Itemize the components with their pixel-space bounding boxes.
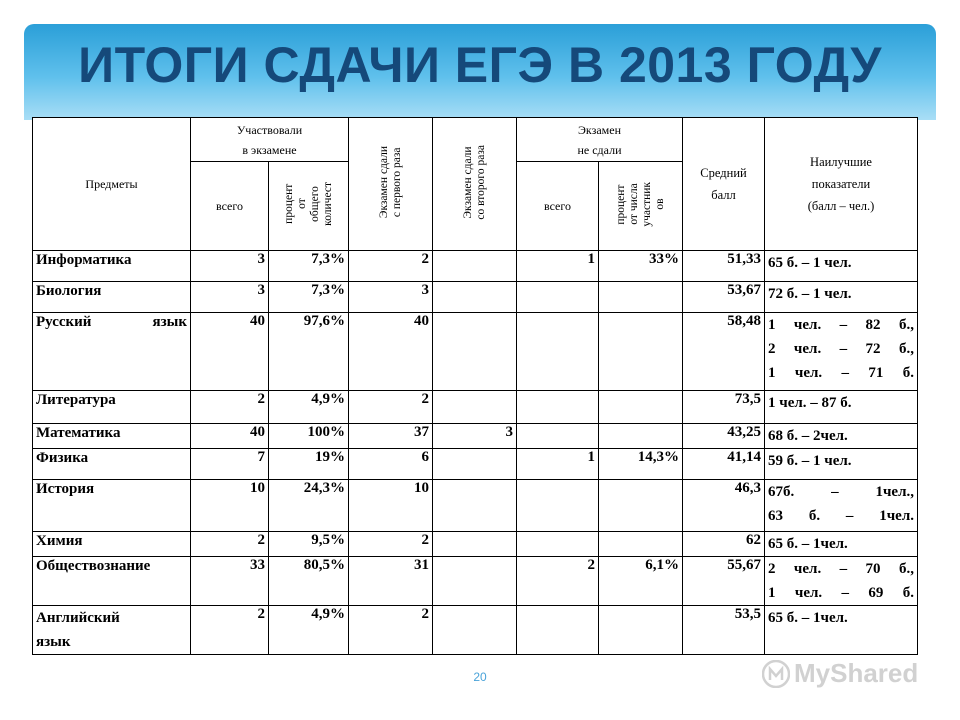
table-row [33,313,918,391]
best-line: 65 б. – 1 чел. [768,255,852,271]
cell-failed-total [517,480,599,532]
cell-subject: Биология [33,282,191,313]
cell-failed-percent: 14,3% [599,449,683,480]
cell-failed-total [517,606,599,655]
header-participated: Участвовали в экзамене [191,118,349,162]
watermark-logo-icon [762,660,790,688]
cell-failed-percent: 6,1% [599,557,683,606]
cell-subject: Обществознание [33,557,191,606]
cell-failed-total [517,424,599,449]
cell-average: 58,48 [683,313,765,391]
table-row [33,424,918,449]
cell-failed-percent: 33% [599,251,683,282]
cell-best [765,532,918,557]
slide-title: ИТОГИ СДАЧИ ЕГЭ В 2013 ГОДУ [78,37,882,93]
cell-passed-second [433,532,517,557]
best-line: 63 б. – 1чел. [768,508,914,524]
cell-percent: 80,5% [269,557,349,606]
cell-average: 53,67 [683,282,765,313]
cell-average: 62 [683,532,765,557]
cell-subject: Математика [33,424,191,449]
cell-total: 3 [191,251,269,282]
cell-percent: 7,3% [269,282,349,313]
cell-total: 7 [191,449,269,480]
table-row [33,282,918,313]
cell-passed-second [433,480,517,532]
cell-percent: 97,6% [269,313,349,391]
cell-failed-total [517,313,599,391]
cell-subject: Физика [33,449,191,480]
cell-best [765,313,918,391]
cell-average: 73,5 [683,391,765,424]
cell-best [765,282,918,313]
cell-passed-second [433,391,517,424]
cell-percent: 24,3% [269,480,349,532]
cell-passed-first: 2 [349,606,433,655]
best-line: 67б. – 1чел., [768,484,914,500]
cell-total: 2 [191,532,269,557]
cell-failed-percent [599,282,683,313]
cell-subject: История [33,480,191,532]
best-line: 2 чел. – 72 б., [768,341,914,357]
cell-percent: 7,3% [269,251,349,282]
header-participated-percent [269,162,349,251]
cell-best [765,449,918,480]
cell-total: 2 [191,606,269,655]
cell-average: 46,3 [683,480,765,532]
cell-subject: Информатика [33,251,191,282]
cell-best [765,251,918,282]
table-row [33,391,918,424]
results-table [32,117,918,655]
best-line: 65 б. – 1чел. [768,610,848,626]
cell-passed-first: 3 [349,282,433,313]
cell-failed-percent [599,424,683,449]
cell-total: 2 [191,391,269,424]
cell-total: 3 [191,282,269,313]
cell-subject: Литература [33,391,191,424]
cell-percent: 9,5% [269,532,349,557]
watermark-text: MyShared [794,658,919,688]
header-participated-total: всего [191,162,269,251]
best-line: 65 б. – 1чел. [768,536,848,552]
cell-failed-total [517,282,599,313]
header-passed-first [349,118,433,251]
table-row [33,480,918,532]
table-row [33,532,918,557]
cell-passed-first: 2 [349,391,433,424]
best-line: 1 чел. – 87 б. [768,395,852,411]
cell-total: 40 [191,424,269,449]
header-participated-percent-text: процент от общего количест [282,182,334,226]
cell-best [765,606,918,655]
best-line: 1 чел. – 82 б., [768,317,914,333]
best-line: 1 чел. – 69 б. [768,585,914,601]
cell-average: 53,5 [683,606,765,655]
best-line: 2 чел. – 70 б., [768,561,914,577]
header-subjects: Предметы [33,118,191,251]
cell-failed-total: 1 [517,251,599,282]
cell-passed-second [433,557,517,606]
cell-passed-first: 31 [349,557,433,606]
cell-subject: Русский язык [33,313,191,391]
cell-best [765,424,918,449]
header-failed: Экзамен не сдали [517,118,683,162]
cell-percent: 4,9% [269,391,349,424]
cell-failed-total: 2 [517,557,599,606]
cell-average: 43,25 [683,424,765,449]
table-body [33,251,918,655]
cell-percent: 4,9% [269,606,349,655]
header-failed-percent-text: процент от числа участник ов [614,181,666,227]
table-row [33,251,918,282]
cell-total: 40 [191,313,269,391]
header-passed-first-text: Экзамен сдали с первого раза [377,145,403,219]
best-line: 72 б. – 1 чел. [768,286,852,302]
cell-passed-second [433,282,517,313]
page-number: 20 [473,670,487,684]
cell-average: 51,33 [683,251,765,282]
cell-best [765,391,918,424]
cell-passed-first: 40 [349,313,433,391]
best-line: 68 б. – 2чел. [768,428,848,444]
cell-passed-second: 3 [433,424,517,449]
watermark [762,658,918,689]
cell-passed-first: 10 [349,480,433,532]
cell-subject: Химия [33,532,191,557]
header-failed-total: всего [517,162,599,251]
cell-failed-percent [599,480,683,532]
cell-failed-total: 1 [517,449,599,480]
header-failed-percent [599,162,683,251]
table-row [33,557,918,606]
cell-passed-second [433,606,517,655]
cell-total: 33 [191,557,269,606]
cell-failed-percent [599,313,683,391]
cell-total: 10 [191,480,269,532]
best-line: 1 чел. – 71 б. [768,365,914,381]
cell-passed-first: 6 [349,449,433,480]
cell-passed-first: 2 [349,251,433,282]
cell-passed-first: 37 [349,424,433,449]
cell-failed-total [517,391,599,424]
table-row [33,606,918,655]
cell-average: 55,67 [683,557,765,606]
cell-best [765,557,918,606]
cell-passed-first: 2 [349,532,433,557]
table-row [33,449,918,480]
cell-failed-percent [599,391,683,424]
cell-subject: Английский язык [33,606,191,655]
cell-passed-second [433,449,517,480]
cell-average: 41,14 [683,449,765,480]
cell-failed-percent [599,532,683,557]
cell-failed-percent [599,606,683,655]
cell-percent: 100% [269,424,349,449]
header-best: Наилучшие показатели (балл – чел.) [765,118,918,251]
cell-passed-second [433,313,517,391]
cell-percent: 19% [269,449,349,480]
best-line: 59 б. – 1 чел. [768,453,852,469]
header-passed-second [433,118,517,251]
header-passed-second-text: Экзамен сдали со второго раза [461,144,487,220]
cell-failed-total [517,532,599,557]
cell-best [765,480,918,532]
header-average: Средний балл [683,118,765,251]
cell-passed-second [433,251,517,282]
